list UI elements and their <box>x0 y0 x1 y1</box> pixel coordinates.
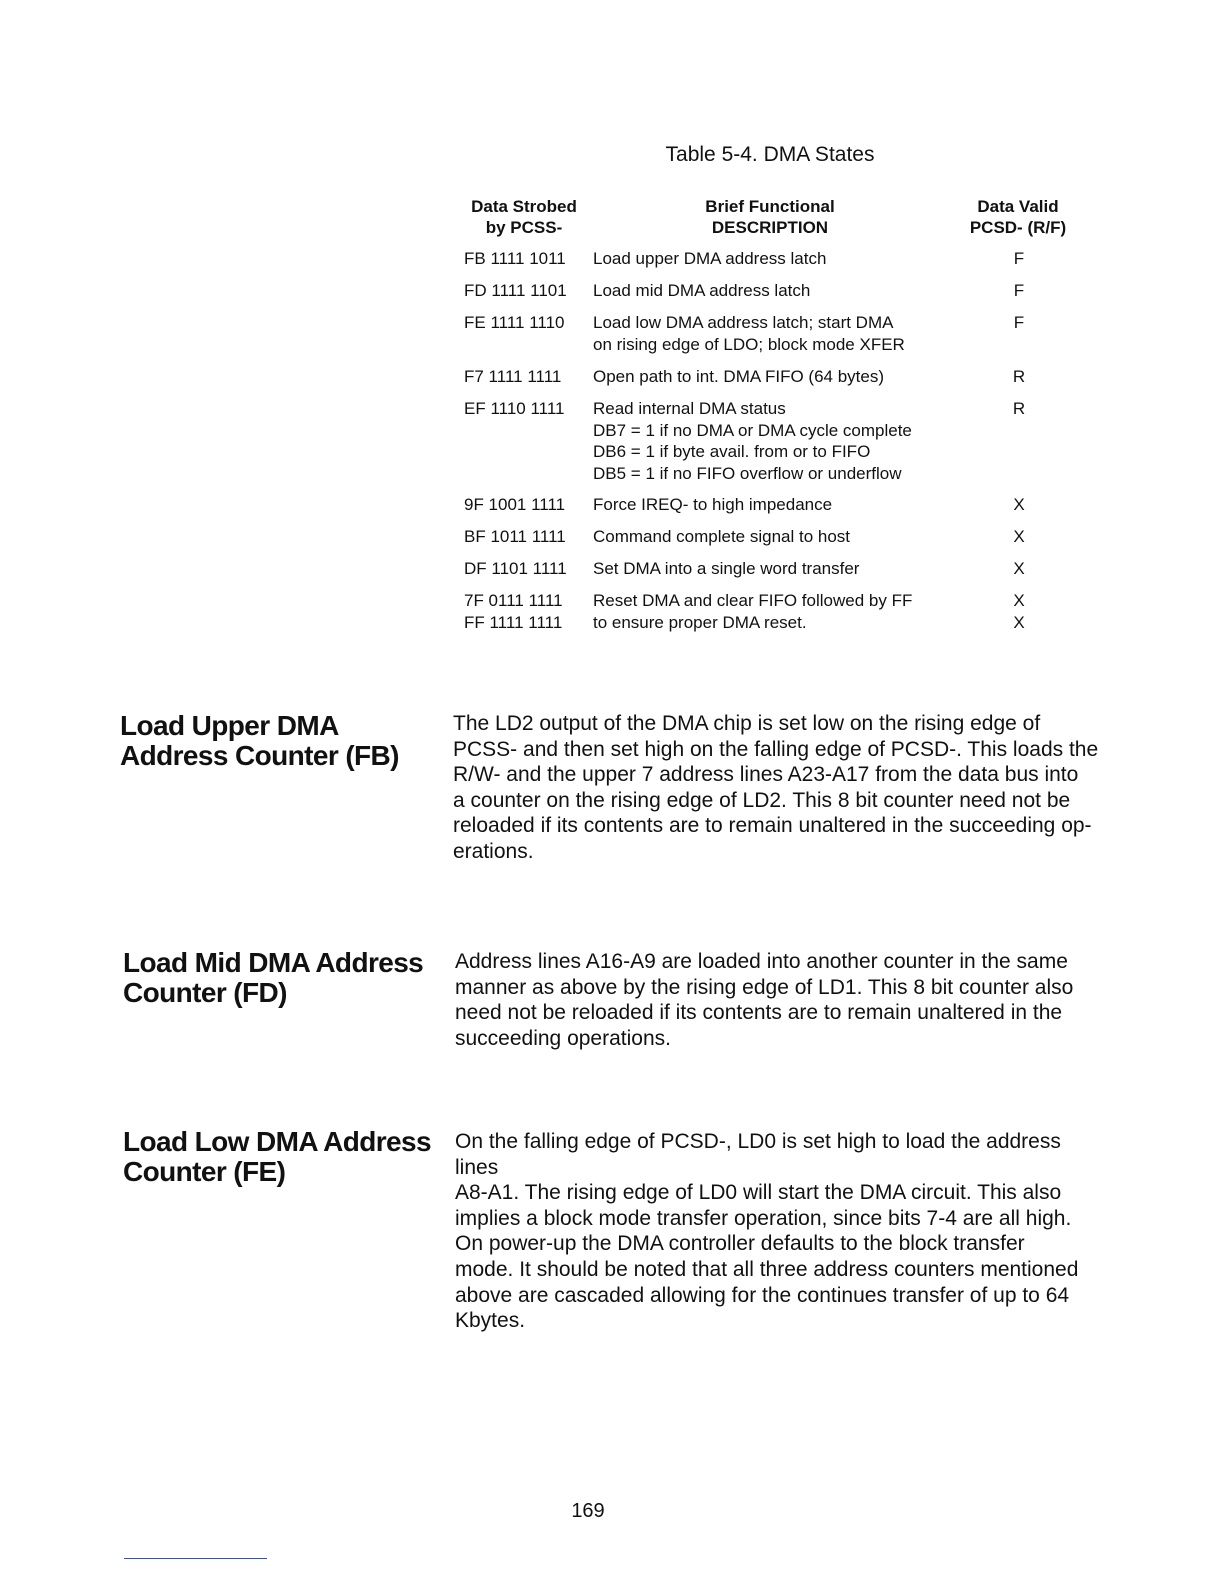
table-caption: Table 5-4. DMA States <box>665 143 875 166</box>
data-valid-value: R <box>1012 367 1026 386</box>
row-description: Load low DMA address latch; start DMA on rising edge of LDO; block mode XFER <box>593 313 905 354</box>
row-description: Set DMA into a single word transfer <box>593 559 860 578</box>
strobe-code: FE 1111 1110 <box>464 313 565 332</box>
strobe-code: DF 1101 1111 <box>464 559 567 578</box>
data-valid-value: X <box>1013 527 1025 546</box>
strobe-code: FF 1111 1111 <box>464 613 563 632</box>
data-valid-value: X <box>1013 495 1025 514</box>
row-description: Force IREQ- to high impedance <box>593 495 833 514</box>
strobe-code: 7F 0111 1111 <box>464 591 563 610</box>
section-heading-load-mid: Load Mid DMA Address Counter (FD) <box>123 947 424 1008</box>
data-valid-value: X <box>1013 613 1025 632</box>
row-description: Command complete signal to host <box>593 527 851 546</box>
row-description: Open path to int. DMA FIFO (64 bytes) <box>593 367 885 386</box>
strobe-code: FD 1111 1101 <box>464 281 567 300</box>
header-data-valid: Data Valid PCSD- (R/F) <box>969 197 1067 237</box>
data-valid-value: F <box>1013 281 1025 300</box>
row-description: Load mid DMA address latch <box>593 281 811 300</box>
section-heading-load-low: Load Low DMA Address Counter (FE) <box>123 1126 431 1187</box>
strobe-code: EF 1110 1111 <box>464 399 565 418</box>
row-description: to ensure proper DMA reset. <box>593 613 807 632</box>
data-valid-value: F <box>1013 313 1025 332</box>
strobe-code: F7 1111 1111 <box>464 367 562 386</box>
header-data-strobed: Data Strobed by PCSS- <box>471 197 577 237</box>
section-body-load-upper: The LD2 output of the DMA chip is set low on the rising edge of PCSS- and then set high on the falling edge of PCSD-. This loads the R/W- and the upper 7 address lines A23-A17 from the data bus into a counter on the rising edge of LD2. This 8 bit counter need not be reloaded if its contents are to remain unaltered in the succeeding op- erations. <box>453 712 1099 863</box>
section-body-load-mid: Address lines A16-A9 are loaded into another counter in the same manner as above by the rising edge of LD1. This 8 bit counter also need not be reloaded if its contents are to remain unaltered in the succeeding operations. <box>455 950 1074 1050</box>
data-valid-value: R <box>1012 399 1026 418</box>
data-valid-value: X <box>1013 591 1025 610</box>
footer-rule <box>124 1558 267 1559</box>
page-number: 169 <box>571 1500 605 1522</box>
header-brief-description: Brief Functional DESCRIPTION <box>705 197 835 237</box>
section-body-load-low: On the falling edge of PCSD-, LD0 is set high to load the address lines A8-A1. The rising edge of LD0 will start the DMA circuit. This also implies a block mode transfer operation, since bits 7-4 are all high. On power-up the DMA controller defaults to the block transfer mode. It should be noted that all three address counters mentioned above are cascaded allowing for the continues transfer of up to 64 Kbytes. <box>455 1130 1079 1333</box>
row-description: Read internal DMA status DB7 = 1 if no DMA or DMA cycle complete DB6 = 1 if byte avail. from or to FIFO DB5 = 1 if no FIFO overflow or underflow <box>593 399 912 483</box>
strobe-code: FB 1111 1011 <box>464 249 566 268</box>
row-description: Reset DMA and clear FIFO followed by FF <box>593 591 913 610</box>
section-heading-load-upper: Load Upper DMA Address Counter (FB) <box>120 710 399 771</box>
data-valid-value: X <box>1013 559 1025 578</box>
strobe-code: 9F 1001 1111 <box>464 495 566 514</box>
row-description: Load upper DMA address latch <box>593 249 827 268</box>
strobe-code: BF 1011 1111 <box>464 527 566 546</box>
data-valid-value: F <box>1013 249 1025 268</box>
